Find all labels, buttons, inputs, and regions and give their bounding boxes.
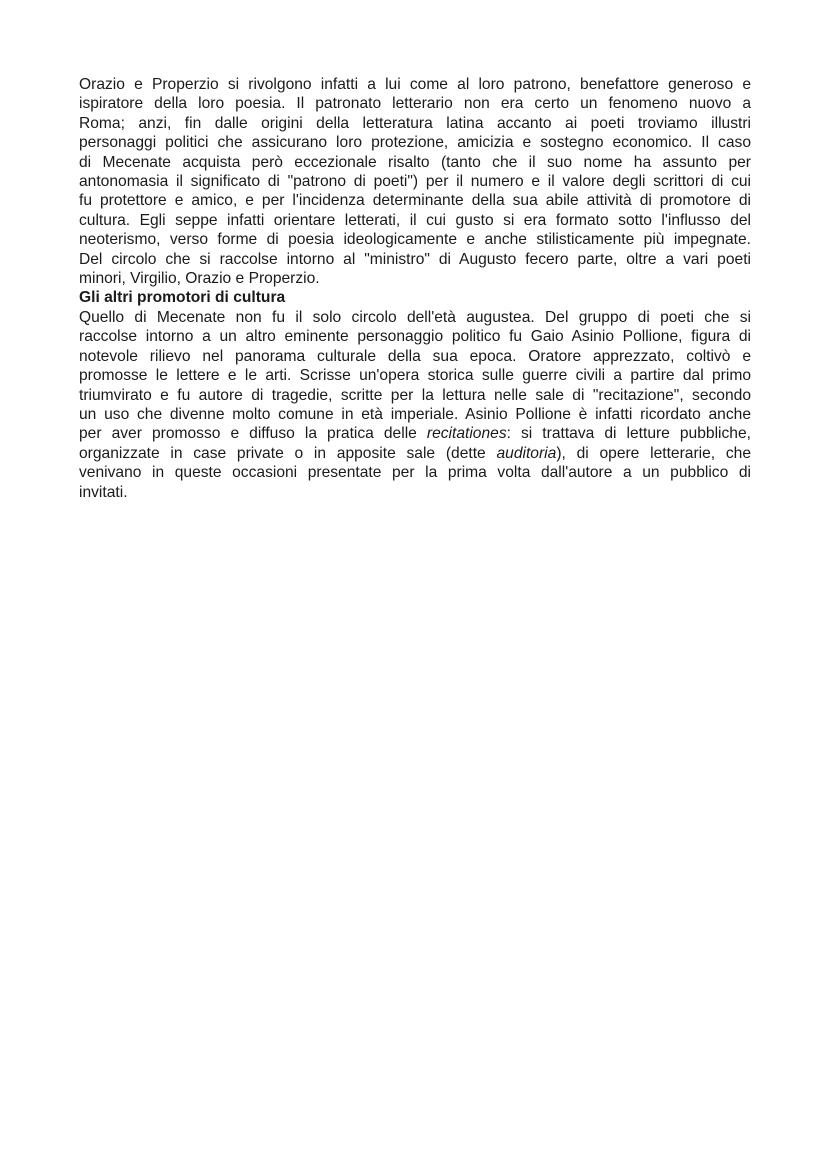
text-fragment: per aver promosso e diffuso la pratica delle <box>79 425 427 443</box>
text-line: cultura. Egli seppe infatti orientare letterati, il cui gusto si era formato sotto l'influsso del <box>79 211 751 229</box>
paragraph-mecenate <box>79 75 751 288</box>
text-line: Quello di Mecenate non fu il solo circolo dell'età augustea. Del gruppo di poeti che si <box>79 308 751 326</box>
document-page <box>79 75 751 502</box>
text-line: notevole rilievo nel panorama culturale della sua epoca. Oratore apprezzato, coltivò e <box>79 347 751 365</box>
text-line: raccolse intorno a un altro eminente personaggio politico fu Gaio Asinio Pollione, figura di <box>79 328 751 346</box>
text-line: invitati. <box>79 483 128 501</box>
text-line: minori, Virgilio, Orazio e Properzio. <box>79 270 320 288</box>
text-line: Orazio e Properzio si rivolgono infatti a lui come al loro patrono, benefattore generoso e <box>79 76 751 93</box>
text-line: un uso che divenne molto comune in età imperiale. Asinio Pollione è infatti ricordato anche <box>79 405 751 423</box>
text-line: promosse le lettere e le arti. Scrisse un'opera storica sulle guerre civili a partire dal primo <box>79 367 751 385</box>
italic-term: auditoria <box>496 444 557 462</box>
text-line <box>79 444 751 463</box>
text-line: fu protettore e amico, e per l'incidenza determinante della sua abile attività di promotore di <box>79 192 751 210</box>
text-fragment: organizzate in case private o in apposite sale (dette <box>79 444 497 462</box>
text-fragment: : si trattava di letture pubbliche, <box>506 425 751 443</box>
text-line <box>79 424 751 443</box>
text-line: ispiratore della loro poesia. Il patronato letterario non era certo un fenomeno nuovo a <box>79 95 751 113</box>
text-line: Del circolo che si raccolse intorno al "ministro" di Augusto fecero parte, oltre a vari poeti <box>79 250 751 268</box>
text-line: personaggi politici che assicurano loro protezione, amicizia e sostegno economico. Il caso <box>79 134 751 152</box>
text-line: di Mecenate acquista però eccezionale risalto (tanto che il suo nome ha assunto per <box>79 153 751 171</box>
text-line: antonomasia il significato di "patrono di poeti") per il numero e il valore degli scrittori di cui <box>79 173 751 191</box>
text-line: neoterismo, verso forme di poesia ideologicamente e anche stilisticamente più impegnate. <box>79 231 751 249</box>
text-line: Roma; anzi, fin dalle origini della letteratura latina accanto ai poeti troviamo illustri <box>79 114 751 132</box>
text-fragment: ), di opere letterarie, che <box>556 444 751 462</box>
paragraph-other-promoters <box>79 308 751 502</box>
text-line: triumvirato e fu autore di tragedie, scritte per la lettura nelle sale di "recitazione", secondo <box>79 386 751 404</box>
italic-term: recitationes <box>426 425 507 443</box>
section-heading: Gli altri promotori di cultura <box>79 289 286 307</box>
text-line: venivano in queste occasioni presentate per la prima volta dall'autore a un pubblico di <box>79 464 751 482</box>
